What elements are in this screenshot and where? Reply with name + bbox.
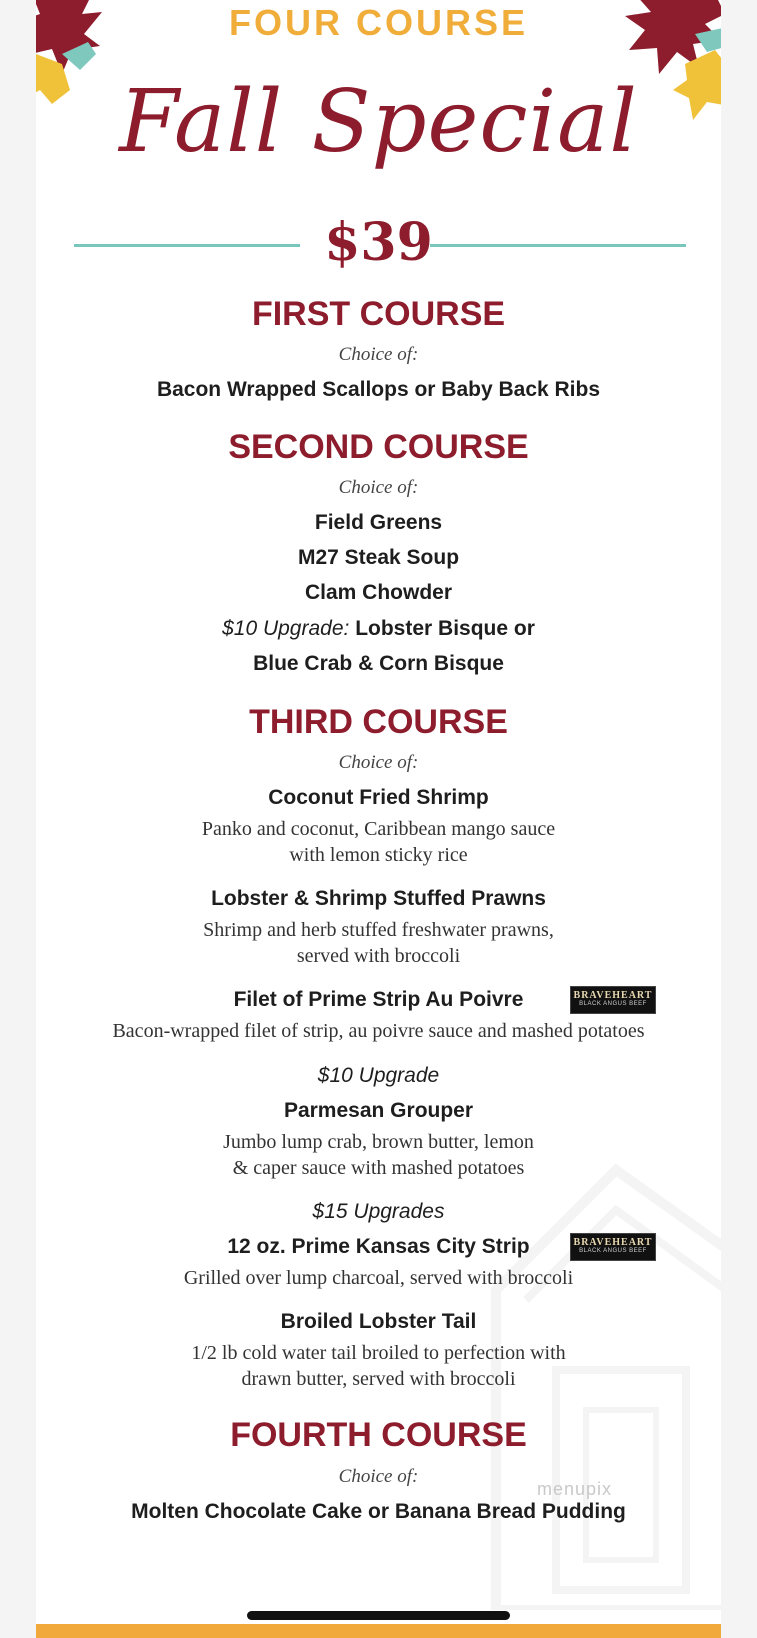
upgrade-label: $10 Upgrade	[317, 1064, 440, 1087]
menu-card	[36, 0, 721, 1625]
third-course-heading: THIRD COURSE	[249, 703, 508, 741]
second-course-upgrade-item: Blue Crab & Corn Bisque	[253, 652, 504, 675]
menu-price: $39	[324, 212, 433, 273]
braveheart-logo: BRAVEHEART BLACK ANGUS BEEF	[570, 1233, 656, 1261]
menu-title: Fall Special	[119, 72, 638, 172]
menu-kicker: FOUR COURSE	[228, 2, 528, 43]
second-course-heading: SECOND COURSE	[228, 428, 529, 466]
fourth-course-choice-label: Choice of:	[338, 1466, 419, 1487]
dish-description: Grilled over lump charcoal, served with broccoli	[183, 1267, 574, 1289]
upgrade-label: $15 Upgrades	[312, 1200, 445, 1223]
upgrade-item: Lobster Bisque or	[355, 617, 535, 640]
second-course-item: Field Greens	[314, 511, 443, 534]
dish-name: Filet of Prime Strip Au Poivre	[233, 988, 524, 1011]
first-course-heading: FIRST COURSE	[251, 295, 506, 333]
dish-description: with lemon sticky rice	[289, 844, 468, 866]
dish-name: Broiled Lobster Tail	[280, 1310, 477, 1333]
watermark: menupix	[537, 1479, 613, 1499]
dish-description: & caper sauce with mashed potatoes	[232, 1157, 525, 1179]
dish-description: served with broccoli	[296, 945, 461, 967]
first-course-item: Bacon Wrapped Scallops or Baby Back Ribs	[156, 378, 601, 401]
dish-description: drawn butter, served with broccoli	[241, 1368, 516, 1390]
second-course-upgrade-line	[36, 617, 721, 641]
fourth-course-heading: FOURTH COURSE	[230, 1416, 527, 1454]
home-indicator[interactable]	[247, 1611, 510, 1620]
dish-description: 1/2 lb cold water tail broiled to perfection with	[191, 1342, 566, 1364]
upgrade-price-label: $10 Upgrade:	[222, 617, 350, 640]
dish-description: Jumbo lump crab, brown butter, lemon	[223, 1131, 534, 1153]
dish-name: 12 oz. Prime Kansas City Strip	[227, 1235, 530, 1258]
braveheart-logo: BRAVEHEART BLACK ANGUS BEEF	[570, 986, 656, 1014]
dish-name: Coconut Fried Shrimp	[268, 786, 489, 809]
dish-name: Parmesan Grouper	[283, 1099, 474, 1122]
second-course-item: M27 Steak Soup	[297, 546, 460, 569]
bottom-accent-bar	[36, 1624, 721, 1638]
dish-description: Panko and coconut, Caribbean mango sauce	[201, 818, 556, 840]
dish-description: Bacon-wrapped filet of strip, au poivre sauce and mashed potatoes	[112, 1020, 645, 1042]
dish-name: Lobster & Shrimp Stuffed Prawns	[211, 887, 546, 910]
fourth-course-item: Molten Chocolate Cake or Banana Bread Pudding	[131, 1500, 626, 1523]
second-course-item: Clam Chowder	[304, 581, 453, 604]
second-course-choice-label: Choice of:	[338, 477, 419, 498]
third-course-choice-label: Choice of:	[338, 752, 419, 773]
first-course-choice-label: Choice of:	[338, 344, 419, 365]
dish-description: Shrimp and herb stuffed freshwater prawns,	[203, 919, 554, 941]
